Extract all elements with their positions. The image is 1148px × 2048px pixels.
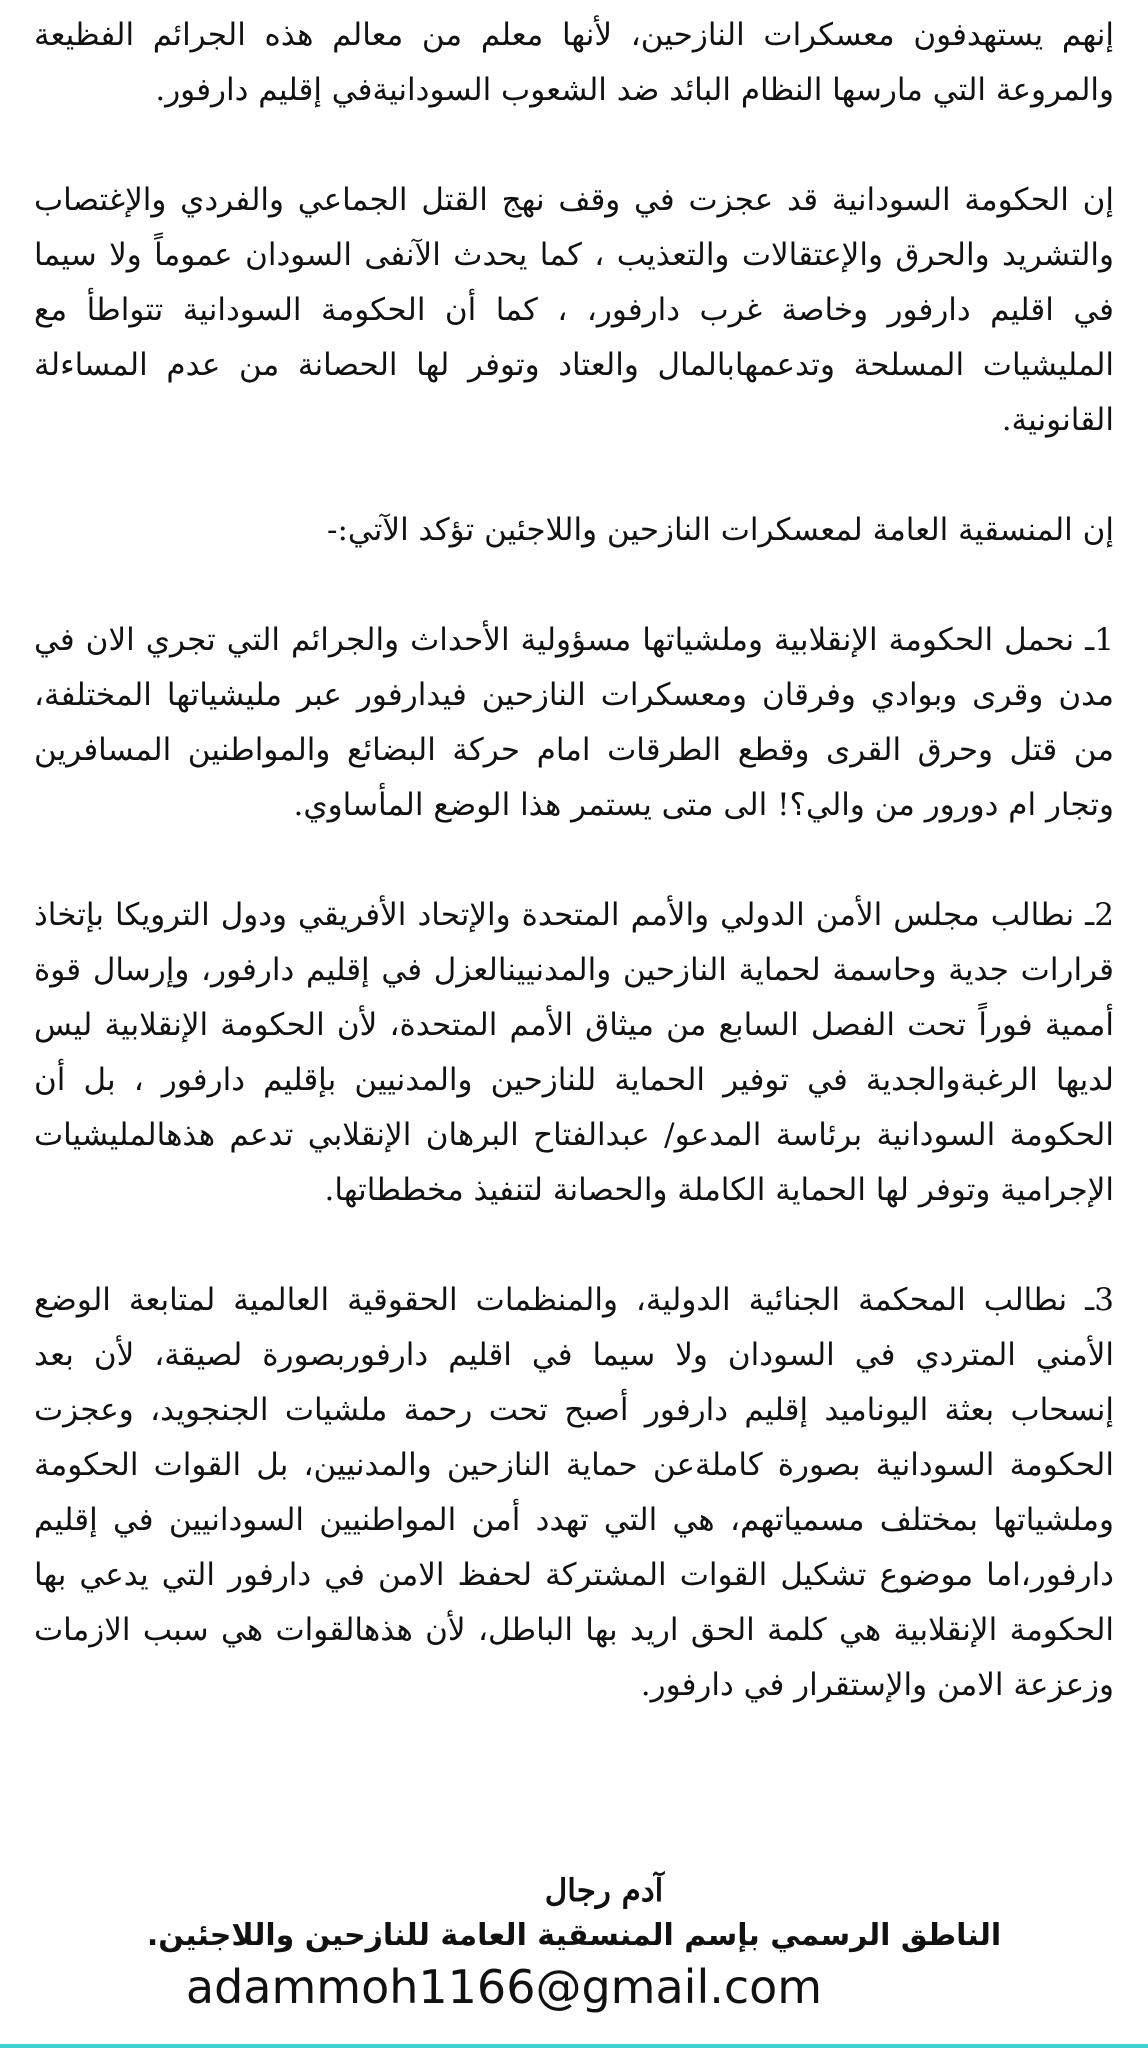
statement-body	[34, 8, 1114, 1713]
contact-email[interactable]: adammoh1166@gmail.com	[185, 1960, 823, 2014]
point-1: 1ـ نحمل الحكومة الإنقلابية وملشياتها مسؤولية الأحداث والجرائم التي تجري الان في مدن وقرى وبوادي وفرقان ومعسكرات النازحين فيدارفور عبر مليشياتها المختلفة، من قتل وحرق القرى وقطع الطرقات امام حركة البضائع والمواطنين المسافرين وتجار ام دورور من والي؟! الى متى يستمر هذا الوضع المأساوي.	[34, 622, 1114, 823]
paragraph-intro-camps: إنهم يستهدفون معسكرات النازحين، لأنها معلم من معالم هذه الجرائم الفظيعة والمروعة التي مارسها النظام البائد ضد الشعوب السودانيةفي إقليم دارفور.	[34, 17, 1114, 108]
signatory-name: آدم رجال	[544, 1873, 664, 1909]
paragraph-coordination-affirms: إن المنسقية العامة لمعسكرات النازحين واللاجئين تؤكد الآتي:-	[327, 512, 1114, 548]
paragraph-government-failure: إن الحكومة السودانية قد عجزت في وقف نهج القتل الجماعي والفردي والإغتصاب والتشريد والحرق والإعتقالات والتعذيب ، كما يحدث الآنفى السودان عموماً ولا سيما في اقليم دارفور وخاصة غرب دارفور، ، كما أن الحكومة السودانية تتواطأ مع المليشيات المسلحة وتدعمهابالمال والعتاد وتوفر لها الحصانة من عدم المساءلة القانونية.	[34, 182, 1114, 438]
signature-block	[0, 1868, 1148, 2016]
point-2: 2ـ نطالب مجلس الأمن الدولي والأمم المتحدة والإتحاد الأفريقي ودول الترويكا بإتخاذ قرارات جدية وحاسمة لحماية النازحين والمدنيينالعزل في إقليم دارفور، وإرسال قوة أممية فوراً تحت الفصل السابع من ميثاق الأمم المتحدة، لأن الحكومة الإنقلابية ليس لديها الرغبةوالجدية في توفير الحماية للنازحين والمدنيين بإقليم دارفور ، بل أن الحكومة السودانية برئاسة المدعو/ عبدالفتاح البرهان الإنقلابي تدعم هذهالمليشيات الإجرامية وتوفر لها الحماية الكاملة والحصانة لتنفيذ مخططاتها.	[34, 897, 1114, 1208]
point-3: 3ـ نطالب المحكمة الجنائية الدولية، والمنظمات الحقوقية العالمية لمتابعة الوضع الأمني المتردي في السودان ولا سيما في اقليم دارفوربصورة لصيقة، لأن بعد إنسحاب بعثة اليوناميد إقليم دارفور أصبح تحت رحمة ملشيات الجنجويد، وعجزت الحكومة السودانية بصورة كاملةعن حماية النازحين والمدنيين، بل القوات الحكومة وملشياتها بمختلف مسمياتهم، هي التي تهدد أمن المواطنيين السودانيين في إقليم دارفور،اما موضوع تشكيل القوات المشتركة لحفظ الامن في دارفور التي يدعي بها الحكومة الإنقلابية هي كلمة الحق اريد بها الباطل، لأن هذهالقوات هي سبب الازمات وزعزعة الامن والإستقرار في دارفور.	[34, 1282, 1114, 1703]
bottom-accent-bar	[0, 2044, 1148, 2048]
signatory-title: الناطق الرسمي بإسم المنسقية العامة للنازحين واللاجئين.	[146, 1918, 1002, 1953]
